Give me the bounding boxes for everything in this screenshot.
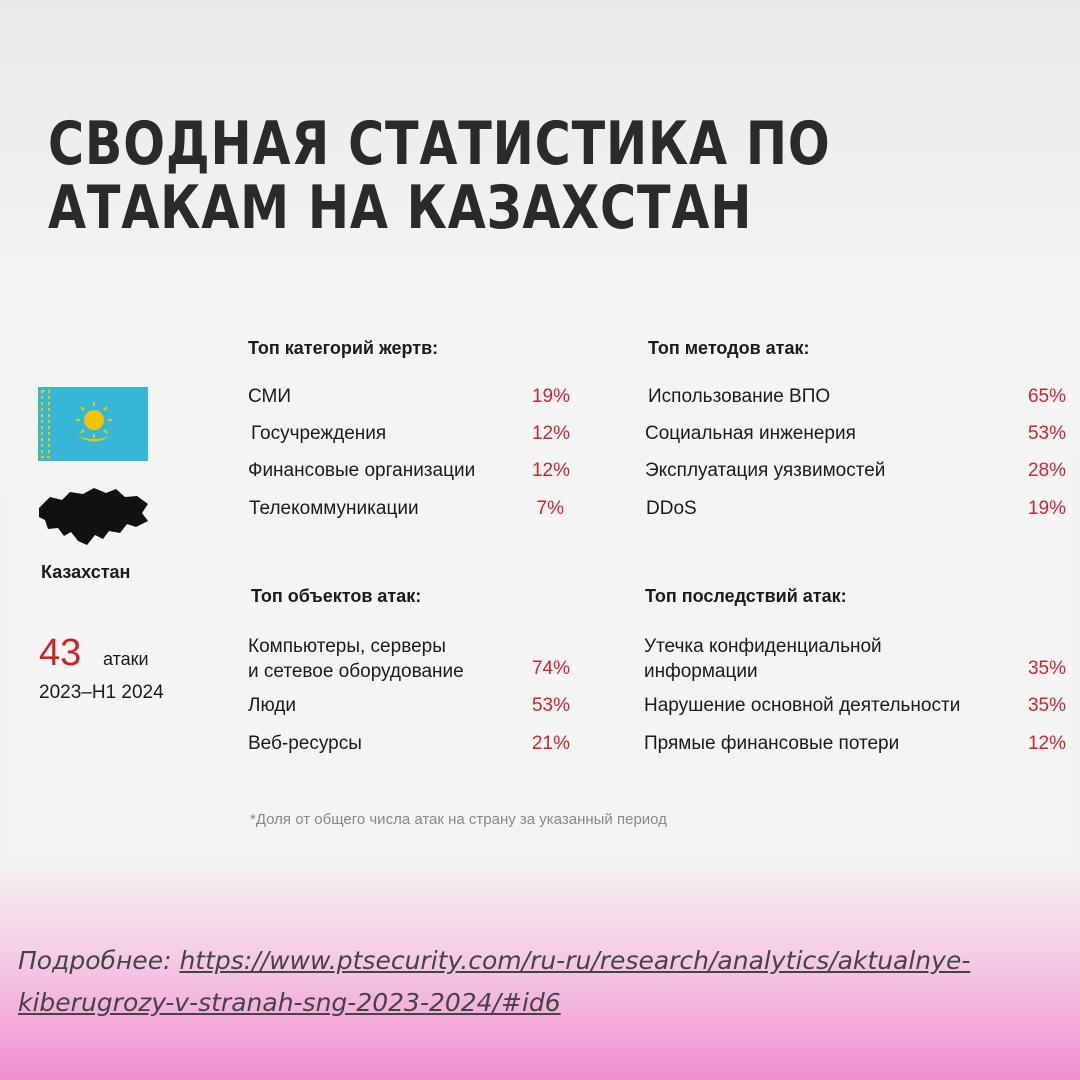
consequence-value: 35%: [1027, 658, 1066, 679]
victim-label: Телекоммуникации: [249, 498, 419, 519]
footnote: *Доля от общего числа атак на страну за указанный период: [250, 811, 667, 828]
object-value: 21%: [531, 733, 570, 754]
method-value: 28%: [1027, 460, 1066, 481]
consequence-value: 12%: [1027, 733, 1066, 754]
object-label: Компьютеры, серверы: [248, 636, 446, 657]
attacks-count: 43: [39, 632, 82, 674]
link-line[interactable]: https://www.ptsecurity.com/ru-ru/research/analytics/aktualnye-: [179, 946, 971, 975]
consequence-value: 35%: [1027, 695, 1066, 716]
object-value: 53%: [531, 695, 570, 716]
victim-label: Финансовые организации: [248, 460, 476, 481]
method-value: 65%: [1027, 386, 1066, 407]
consequence-label: Прямые финансовые потери: [644, 733, 900, 754]
attacks-label: атаки: [103, 649, 149, 669]
method-label: DDoS: [646, 498, 697, 519]
stats-card: [8, 286, 1074, 854]
victim-value: 12%: [531, 460, 570, 481]
victim-value: 19%: [531, 386, 570, 407]
country-name: Казахстан: [41, 562, 131, 582]
object-label: Веб-ресурсы: [248, 733, 362, 754]
kazakhstan-map-icon: [36, 484, 151, 550]
period: 2023–H1 2024: [39, 682, 164, 703]
method-label: Социальная инженерия: [645, 423, 856, 444]
link-line[interactable]: kiberugrozy-v-stranah-sng-2023-2024/#id6: [18, 988, 561, 1017]
method-label: Эксплуатация уязвимостей: [645, 460, 886, 481]
victim-value: 12%: [531, 423, 570, 444]
object-label: Люди: [248, 695, 297, 716]
section-heading-consequences: Топ последствий атак:: [645, 586, 847, 606]
section-heading-victims: Топ категорий жертв:: [248, 338, 439, 358]
title-line: СВОДНАЯ СТАТИСТИКА ПО: [48, 109, 831, 179]
footer-prefix: Подробнее:: [18, 946, 180, 975]
consequence-label: информации: [644, 661, 758, 682]
method-label: Использование ВПО: [648, 386, 831, 407]
page-title: [48, 109, 831, 243]
object-label: и сетевое оборудование: [248, 661, 464, 682]
footer: [18, 940, 1068, 1024]
method-value: 19%: [1027, 498, 1066, 519]
victim-label: СМИ: [248, 386, 291, 407]
consequence-label: Нарушение основной деятельности: [644, 695, 961, 716]
section-heading-methods: Топ методов атак:: [648, 338, 810, 358]
method-value: 53%: [1027, 423, 1066, 444]
title-line: АТАКАМ НА КАЗАХСТАН: [48, 173, 753, 243]
kazakhstan-flag-icon: [38, 387, 148, 461]
object-value: 74%: [531, 658, 570, 679]
section-heading-objects: Топ объектов атак:: [251, 586, 422, 606]
victim-value: 7%: [536, 498, 564, 519]
victim-label: Госучреждения: [251, 423, 387, 444]
consequence-label: Утечка конфиденциальной: [644, 636, 882, 657]
